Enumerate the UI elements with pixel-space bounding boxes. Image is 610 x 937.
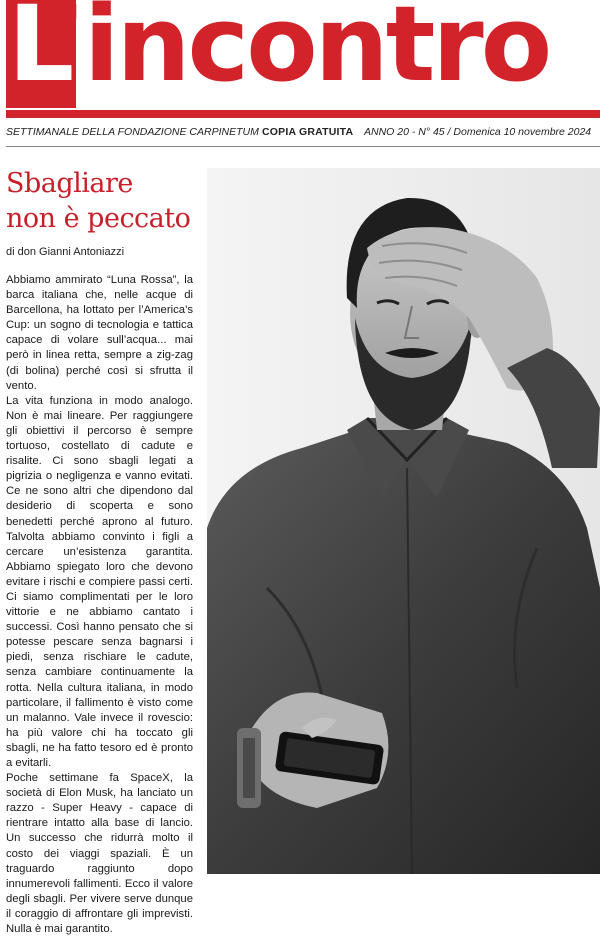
issue-info: ANNO 20 - N° 45 / Domenica 10 novembre 2024 <box>364 126 592 138</box>
article-paragraph: Abbiamo ammirato “Luna Rossa”, la barca italiana che, nelle acque di Barcellona, ha lottato per l’America’s Cup: un sogno di tecnologia e tattica capace di volare sull’acqua... mai però in linea retta, sempre a zig-zag (di bolina) perché così si sfrutta il vento. <box>6 274 193 392</box>
logo-letter-l: L <box>8 0 48 105</box>
article-headline <box>6 166 206 236</box>
article-byline: di don Gianni Antoniazzi <box>6 246 125 258</box>
article-photo <box>207 168 600 874</box>
masthead-infobar <box>6 126 600 142</box>
photo-man-with-phone <box>207 168 600 874</box>
newspaper-logo <box>8 0 549 104</box>
article-paragraph: La vita funziona in modo analogo. Non è mai lineare. Per raggiungere gli obiettivi il percorso è sempre tortuoso, costellato di cadute e risalite. Ci sono sbagli legati a pigrizia o negligenza e vanno evitati. Ce ne sono altri che dipendono dal desiderio di scoperta e sono benedetti perché aprono al futuro. Talvolta abbiamo convinto i figli a cercare un’esistenza garantita. Abbiamo spiegato loro che devono evitare i rischi e compiere passi certi. Ci siamo complimentati per le loro vittorie e ne abbiamo cantato i successi. Così hanno pensato che si potesse pescare senza bagnarsi i piedi, senza rischiare le cadute, senza cambiare continuamente la rotta. Nella cultura italiana, in modo particolare, il fallimento è visto come un malanno. Vale invece il rovescio: ha più valore chi ha toccato gli sbagli, ne ha fatto tesoro ed è pronto a evitarli. <box>6 394 193 769</box>
article-body <box>6 273 193 937</box>
logo-wordmark: ’incontro <box>47 0 550 105</box>
masthead-red-rule <box>6 110 600 118</box>
headline-line-2: non è peccato <box>6 203 191 234</box>
masthead <box>0 0 610 138</box>
masthead-divider <box>6 146 600 147</box>
publication-subtitle: SETTIMANALE DELLA FONDAZIONE CARPINETUM <box>6 126 259 138</box>
free-copy-label: COPIA GRATUITA <box>262 126 354 138</box>
article-paragraph: Poche settimane fa SpaceX, la società di Elon Musk, ha lanciato un razzo - Super Heavy - capace di rientrare intatto alla base di lancio. Un successo che ridurrà molto il costo dei viaggi spaziali. È un traguardo raggiunto dopo innumerevoli fallimenti. Ecco il valore degli sbagli. Per vivere serve dunque il coraggio di affrontare gli imprevisti. Nulla è mai garantito. <box>6 772 193 936</box>
headline-line-1: Sbagliare <box>6 168 133 199</box>
